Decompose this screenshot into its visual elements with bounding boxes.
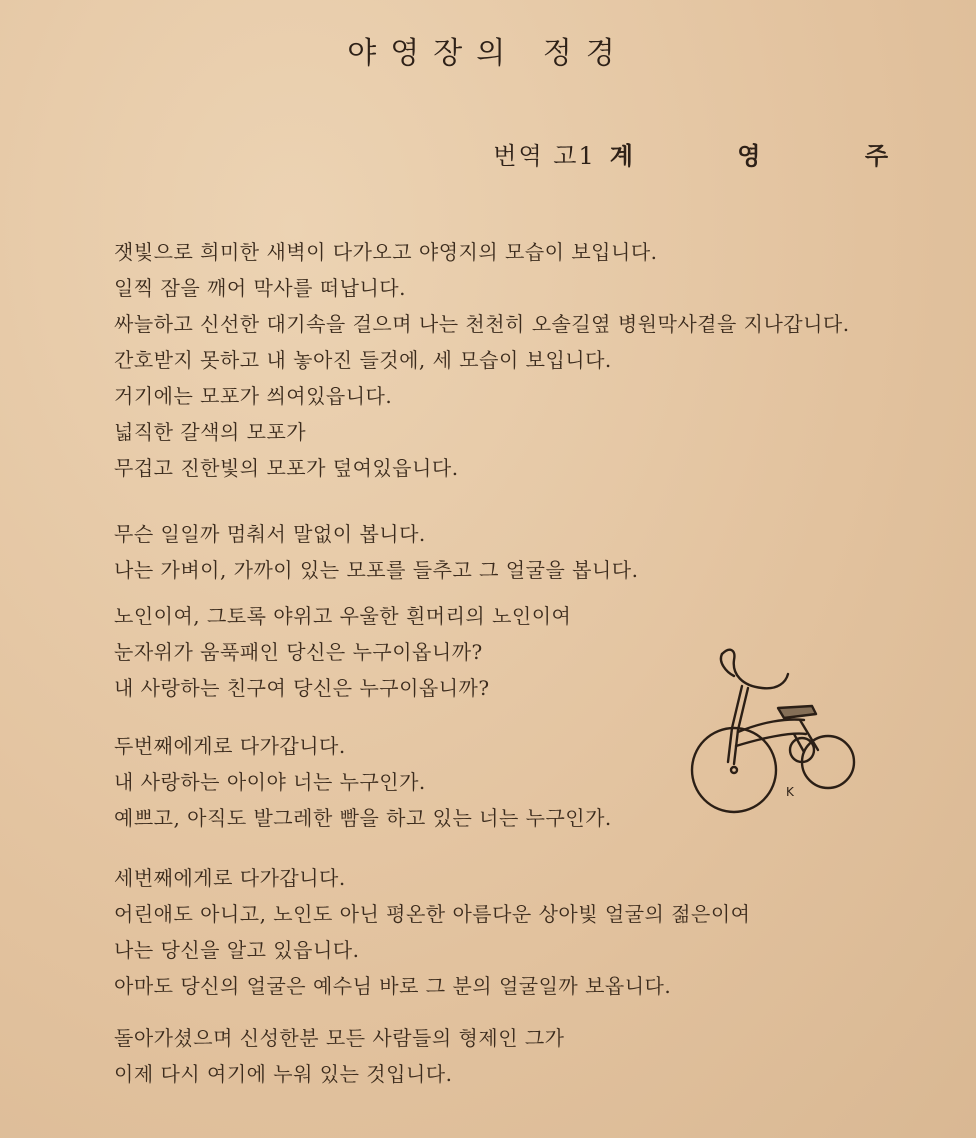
poem-line: 싸늘하고 신선한 대기속을 걸으며 나는 천천히 오솔길옆 병원막사곁을 지나갑니다. xyxy=(114,312,850,336)
stanza-5 xyxy=(114,860,914,1004)
poem-line: 나는 가벼이, 가까이 있는 모포를 들추고 그 얼굴을 봅니다. xyxy=(114,558,639,582)
poem-line: 어린애도 아니고, 노인도 아닌 평온한 아름다운 상아빛 얼굴의 젊은이여 xyxy=(114,902,751,926)
poem-line: 아마도 당신의 얼굴은 예수님 바로 그 분의 얼굴일까 보옵니다. xyxy=(114,974,672,998)
poem-line: 일찍 잠을 깨어 막사를 떠납니다. xyxy=(114,276,406,300)
poem-line: 노인이여, 그토록 야위고 우울한 흰머리의 노인이여 xyxy=(114,604,572,628)
poem-line: 눈자위가 움푹패인 당신은 누구이옵니까? xyxy=(114,640,483,664)
poem-line: 예쁘고, 아직도 발그레한 빰을 하고 있는 너는 누구인가. xyxy=(114,806,612,830)
stanza-6 xyxy=(114,1020,914,1092)
poem-line: 거기에는 모포가 씌여있읍니다. xyxy=(114,384,393,408)
poem-line: 무슨 일일까 멈춰서 말없이 봅니다. xyxy=(114,522,426,546)
poem-line: 잿빛으로 희미한 새벽이 다가오고 야영지의 모습이 보입니다. xyxy=(114,240,658,264)
poem-line: 내 사랑하는 친구여 당신은 누구이옵니까? xyxy=(114,676,490,700)
poem-line: 두번째에게로 다가갑니다. xyxy=(114,734,346,758)
poem-line: 내 사랑하는 아이야 너는 누구인가. xyxy=(114,770,426,794)
poem-line: 무겁고 진한빛의 모포가 덮여있읍니다. xyxy=(114,456,459,480)
poem-line: 넓직한 갈색의 모포가 xyxy=(114,420,307,444)
illustrator-signature: K xyxy=(786,785,794,799)
byline xyxy=(493,136,936,171)
poem-line: 돌아가셨으며 신성한분 모든 사람들의 형제인 그가 xyxy=(114,1026,565,1050)
byline-author: 계 영 주 xyxy=(609,141,936,170)
byline-role: 번역 고1 xyxy=(493,142,596,170)
poem-line: 간호받지 못하고 내 놓아진 들것에, 세 모습이 보입니다. xyxy=(114,348,612,372)
page-title: 야영장의 정경 xyxy=(347,36,629,71)
stanza-1 xyxy=(114,234,914,486)
poem-line: 이제 다시 여기에 누워 있는 것입니다. xyxy=(114,1062,453,1086)
poem-line: 나는 당신을 알고 있읍니다. xyxy=(114,938,360,962)
tricycle-drawing-icon xyxy=(682,642,868,818)
poem-line: 세번째에게로 다가갑니다. xyxy=(114,866,346,890)
stanza-2 xyxy=(114,516,914,588)
